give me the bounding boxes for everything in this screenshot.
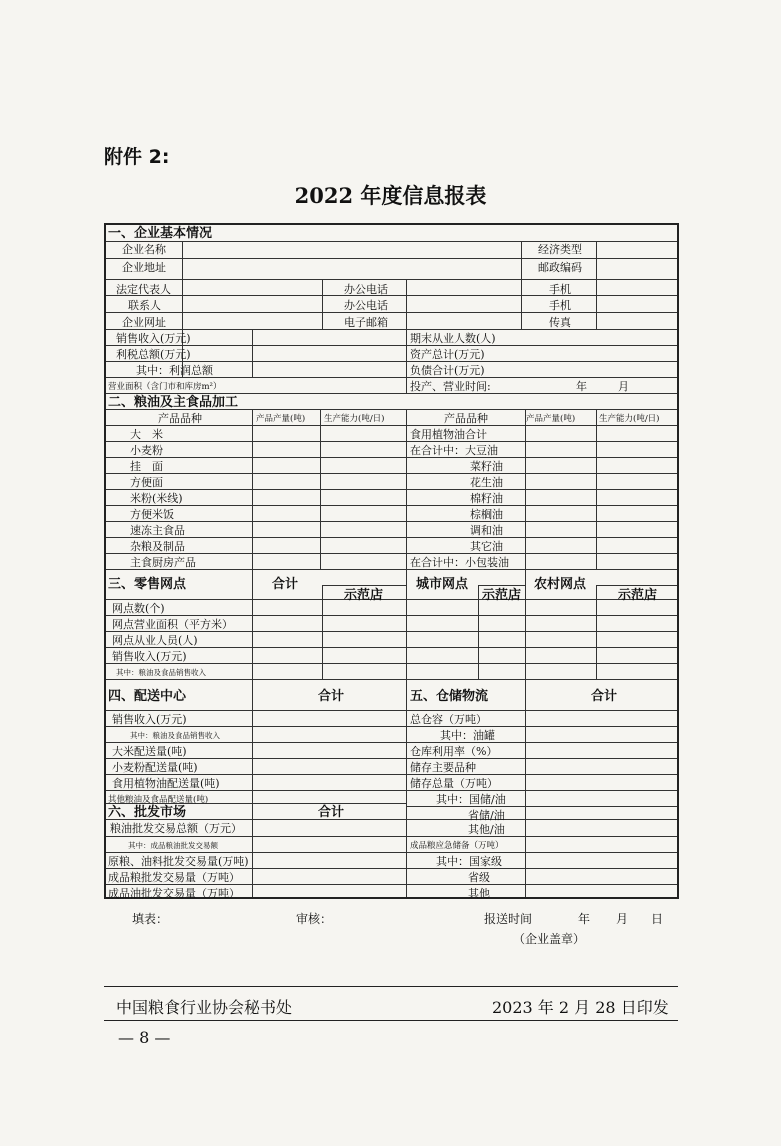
info-report-form <box>104 223 679 899</box>
grid-hline <box>106 258 677 259</box>
footer-bottom-rule <box>104 1020 678 1021</box>
form-cell-label: 示范店 <box>618 588 658 603</box>
submit-time-label: 报送时间 <box>484 912 533 926</box>
form-cell-label: 法定代表人 <box>116 283 171 296</box>
form-cell-label: 投产、营业时间: <box>410 380 491 393</box>
form-cell-label: 年 <box>576 380 587 393</box>
grid-vline <box>252 803 253 897</box>
form-cell-label: 邮政编码 <box>538 261 582 274</box>
form-cell-label: 示范店 <box>344 588 384 603</box>
form-cell-label: 企业名称 <box>122 243 166 256</box>
grid-vline <box>322 585 323 679</box>
form-cell-label: 网点营业面积（平方米） <box>112 618 233 631</box>
attachment-label: 附件 2: <box>104 146 170 168</box>
grid-vline <box>596 241 597 329</box>
grid-vline <box>525 569 526 679</box>
form-title: 2022 年度信息报表 <box>294 183 487 208</box>
review-label: 审核： <box>296 912 333 926</box>
form-cell-label: 其中：国储/油 <box>436 793 506 806</box>
form-cell-label: 挂 面 <box>130 460 163 473</box>
grid-vline <box>406 279 407 329</box>
form-cell-label: 产品品种 <box>158 412 202 425</box>
grid-vline <box>406 679 407 897</box>
grid-hline <box>106 361 677 362</box>
company-seal-note: （企业盖章） <box>513 932 586 946</box>
grid-vline <box>478 585 479 679</box>
grid-hline <box>106 457 677 458</box>
footer-top-rule <box>104 986 678 987</box>
form-cell-label: 网点从业人员(人) <box>112 634 198 647</box>
form-cell-label: 资产总计(万元) <box>410 348 485 361</box>
page-number: — 8 — <box>118 1028 171 1047</box>
form-cell-label: 其中：成品粮油批发交易额 <box>128 841 218 850</box>
form-cell-label: 食用植物油合计 <box>410 428 487 441</box>
grid-hline <box>106 553 677 554</box>
form-cell-label: 销售收入(万元) <box>116 332 191 345</box>
form-cell-label: 其它油 <box>470 540 503 553</box>
form-cell-label: 原粮、油料批发交易量(万吨) <box>108 855 249 868</box>
grid-vline <box>406 409 407 569</box>
form-cell-label: 在合计中：大豆油 <box>410 444 498 457</box>
day-label: 日 <box>651 912 664 926</box>
form-cell-label: 企业网址 <box>122 316 166 329</box>
form-cell-label: 电子邮箱 <box>344 316 388 329</box>
footer-date: 2023 年 2 月 28 日印发 <box>492 998 669 1017</box>
grid-hline <box>106 836 677 837</box>
grid-hline <box>106 241 677 242</box>
form-cell-label: 食用植物油配送量(吨) <box>112 777 220 790</box>
form-cell-label: 省储/油 <box>468 809 505 822</box>
month-label: 月 <box>616 912 629 926</box>
form-cell-label: 小麦粉 <box>130 444 163 457</box>
form-cell-label: 三、零售网点 <box>108 577 187 592</box>
form-cell-label: 城市网点 <box>416 577 469 592</box>
form-cell-label: 其他/油 <box>468 823 505 836</box>
form-cell-label: 其中：油罐 <box>440 729 495 742</box>
form-cell-label: 产品产量(吨) <box>526 414 576 424</box>
form-cell-label: 成品油批发交易量（万吨） <box>108 887 240 900</box>
grid-hline <box>106 726 677 727</box>
grid-vline <box>252 679 253 803</box>
form-cell-label: 营业面积（含门市和库房m²） <box>108 382 222 392</box>
grid-hline <box>106 345 677 346</box>
grid-hline <box>106 473 677 474</box>
form-cell-label: 调和油 <box>470 524 503 537</box>
grid-vline <box>252 329 253 377</box>
fill-label: 填表： <box>132 912 169 926</box>
grid-hline <box>106 295 677 296</box>
form-cell-label: 生产能力(吨/日) <box>324 414 385 424</box>
grid-vline <box>525 679 526 897</box>
form-cell-label: 期末从业人数(人) <box>410 332 496 345</box>
form-cell-label: 在合计中：小包装油 <box>410 556 509 569</box>
form-cell-label: 一、企业基本情况 <box>108 226 213 241</box>
form-cell-label: 合计 <box>318 689 345 704</box>
form-cell-label: 销售收入(万元) <box>112 650 187 663</box>
form-cell-label: 五、仓储物流 <box>410 689 489 704</box>
grid-hline <box>106 710 677 711</box>
form-cell-label: 小麦粉配送量(吨) <box>112 761 198 774</box>
grid-hline <box>322 585 406 586</box>
form-cell-label: 米粉(米线) <box>130 492 183 505</box>
form-cell-label: 仓库利用率（%） <box>410 745 498 758</box>
form-cell-label: 主食厨房产品 <box>130 556 196 569</box>
grid-hline <box>106 758 677 759</box>
form-cell-label: 传真 <box>549 316 571 329</box>
form-cell-label: 六、批发市场 <box>108 805 187 820</box>
grid-hline <box>106 279 677 280</box>
year-label: 年 <box>578 912 591 926</box>
form-cell-label: 月 <box>618 380 629 393</box>
form-cell-label: 总仓容（万吨） <box>410 713 487 726</box>
form-cell-label: 方便面 <box>130 476 163 489</box>
grid-hline <box>106 441 677 442</box>
form-cell-label: 经济类型 <box>538 243 582 256</box>
grid-vline <box>596 585 597 679</box>
form-cell-label: 手机 <box>549 299 571 312</box>
form-cell-label: 方便米饭 <box>130 508 174 521</box>
grid-hline <box>106 663 677 664</box>
form-cell-label: 合计 <box>591 689 618 704</box>
form-cell-label: 杂粮及制品 <box>130 540 185 553</box>
grid-hline <box>478 585 525 586</box>
form-cell-label: 其中：利润总额 <box>136 364 213 377</box>
form-cell-label: 销售收入(万元) <box>112 713 187 726</box>
form-cell-label: 棕榈油 <box>470 508 503 521</box>
form-cell-label: 手机 <box>549 283 571 296</box>
form-cell-label: 办公电话 <box>344 283 388 296</box>
form-cell-label: 储存主要品种 <box>410 761 476 774</box>
grid-hline <box>106 537 677 538</box>
grid-hline <box>106 521 677 522</box>
grid-hline <box>106 615 677 616</box>
form-cell-label: 其他 <box>468 887 490 900</box>
form-cell-label: 储存总量（万吨） <box>410 777 498 790</box>
form-cell-label: 粮油批发交易总额（万元） <box>110 822 242 835</box>
form-cell-label: 四、配送中心 <box>108 689 187 704</box>
form-cell-label: 大 米 <box>130 428 163 441</box>
form-cell-label: 产品产量(吨) <box>256 414 306 424</box>
grid-hline <box>106 819 677 820</box>
form-cell-label: 合计 <box>272 577 299 592</box>
grid-vline <box>252 569 253 679</box>
form-cell-label: 网点数(个) <box>112 602 165 615</box>
form-cell-label: 联系人 <box>128 299 161 312</box>
form-cell-label: 省级 <box>468 871 490 884</box>
grid-vline <box>252 409 253 569</box>
grid-hline <box>106 312 677 313</box>
grid-vline <box>322 279 323 329</box>
form-cell-label: 农村网点 <box>534 577 587 592</box>
form-cell-label: 其他粮油及食品配送量(吨) <box>108 795 209 805</box>
grid-hline <box>106 489 677 490</box>
grid-vline <box>525 409 526 569</box>
form-cell-label: 棉籽油 <box>470 492 503 505</box>
form-cell-label: 速冻主食品 <box>130 524 185 537</box>
form-cell-label: 其中：粮油及食品销售收入 <box>116 668 206 677</box>
form-cell-label: 负债合计(万元) <box>410 364 485 377</box>
form-cell-label: 产品品种 <box>444 412 488 425</box>
grid-hline <box>106 599 677 600</box>
footer-issuer: 中国粮食行业协会秘书处 <box>116 998 293 1017</box>
grid-vline <box>406 569 407 679</box>
form-cell-label: 生产能力(吨/日) <box>599 414 660 424</box>
form-cell-label: 其中：国家级 <box>436 855 502 868</box>
form-cell-label: 花生油 <box>470 476 503 489</box>
form-cell-label: 其中：粮油及食品销售收入 <box>130 731 220 740</box>
grid-vline <box>406 329 407 393</box>
form-cell-label: 大米配送量(吨) <box>112 745 187 758</box>
grid-vline <box>320 409 321 569</box>
form-cell-label: 菜籽油 <box>470 460 503 473</box>
grid-hline <box>106 505 677 506</box>
form-cell-label: 示范店 <box>482 588 522 603</box>
form-cell-label: 成品粮应急储备（万吨） <box>410 841 504 851</box>
grid-hline <box>106 329 677 330</box>
form-cell-label: 利税总额(万元) <box>116 348 191 361</box>
form-cell-label: 二、粮油及主食品加工 <box>108 395 239 410</box>
form-cell-label: 合计 <box>318 805 345 820</box>
grid-hline <box>596 585 677 586</box>
form-cell-label: 办公电话 <box>344 299 388 312</box>
form-cell-label: 成品粮批发交易量（万吨） <box>108 871 240 884</box>
grid-vline <box>521 241 522 329</box>
grid-vline <box>596 409 597 569</box>
form-cell-label: 企业地址 <box>122 261 166 274</box>
